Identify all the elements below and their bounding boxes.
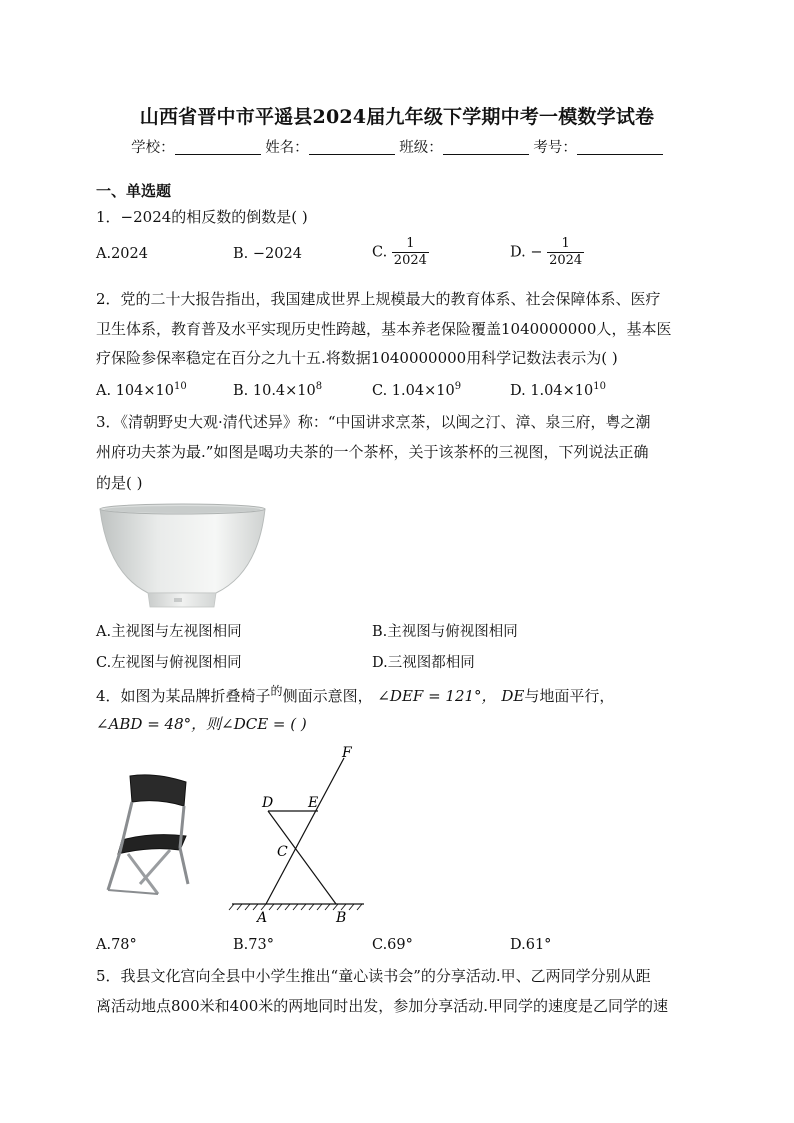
segment-af (266, 758, 344, 904)
q2-option-d (510, 381, 606, 399)
q3-option-d: D.三视图都相同 (372, 655, 475, 671)
q1-option-b: B. −2024 (233, 246, 302, 262)
label-c: C (277, 844, 288, 860)
q1-stem: 1．−2024的相反数的倒数是( ) (96, 208, 308, 226)
exam-no-label: 考号： (533, 140, 577, 156)
q2-option-a (96, 381, 187, 399)
q4-text: 与地面平行， (524, 687, 615, 705)
q4-line-2: ∠ABD = 48°，则∠DCE = ( ) (96, 715, 307, 733)
page-title: 山西省晋中市平遥县2024届九年级下学期中考一模数学试卷 (139, 106, 655, 128)
exam-no-blank[interactable] (577, 140, 663, 155)
section-heading-single-choice: 一、单选题 (96, 182, 172, 200)
label-e: E (308, 795, 319, 811)
name-label: 姓名： (265, 140, 309, 156)
label-f: F (342, 745, 352, 761)
option-text: A. 104×10 (96, 382, 174, 399)
q4-text: 侧面示意图， (282, 687, 373, 705)
q3-line-3: 的是( ) (96, 474, 143, 492)
school-label: 学校： (131, 140, 175, 156)
q1-option-c (372, 236, 429, 269)
class-blank[interactable] (443, 140, 529, 155)
q3-option-c: C.左视图与俯视图相同 (96, 655, 242, 671)
q3-option-b: B.主视图与俯视图相同 (372, 624, 518, 640)
fraction-numerator: 1 (392, 236, 429, 253)
folding-chair-image (100, 772, 196, 896)
q1-option-c-fraction (392, 236, 429, 269)
student-info-line (0, 136, 794, 157)
option-exponent: 9 (454, 381, 462, 392)
class-label: 班级： (399, 140, 443, 156)
q5-line-1: 5．我县文化宫向全县中小学生推出“童心读书会”的分享活动.甲、乙两同学分别从距 (96, 967, 651, 985)
fraction-denominator: 2024 (393, 253, 427, 268)
q4-option-b: B.73° (233, 937, 274, 953)
option-text: D. 1.04×10 (510, 382, 594, 399)
q4-option-c: C.69° (372, 937, 413, 953)
q1-option-a: A.2024 (96, 246, 148, 262)
q4-option-d: D.61° (510, 937, 552, 953)
option-exponent: 10 (593, 381, 606, 392)
option-text: B. 10.4×10 (233, 382, 316, 399)
q2-line-3: 疗保险参保率稳定在百分之九十五.将数据1040000000用科学记数法表示为( ) (96, 349, 618, 367)
option-exponent: 8 (315, 381, 323, 392)
q2-option-c (372, 381, 461, 399)
q3-line-1: 3．《清朝野史大观·清代述异》称：“中国讲求烹茶，以闽之汀、漳、泉三府，粤之潮 (96, 413, 651, 431)
q3-line-2: 州府功夫茶为最.”如图是喝功夫茶的一个茶杯，关于该茶杯的三视图，下列说法正确 (96, 443, 649, 461)
q5-line-2: 离活动地点800米和400米的两地同时出发，参加分享活动.甲同学的速度是乙同学的速 (96, 997, 669, 1015)
school-blank[interactable] (175, 140, 261, 155)
q4-segment-de: DE (501, 687, 525, 705)
label-d: D (262, 795, 274, 811)
q1-option-c-prefix: C. (372, 244, 388, 261)
q1-option-d-fraction (547, 236, 584, 269)
option-text: C. 1.04×10 (372, 382, 455, 399)
fraction-denominator: 2024 (549, 253, 583, 268)
q4-line-1 (96, 682, 701, 706)
q1-option-d (510, 236, 584, 269)
teacup-image (98, 503, 268, 609)
q4-text: 4．如图为某品牌折叠椅子 (96, 687, 271, 705)
label-a: A (257, 910, 268, 926)
q4-option-a: A.78° (96, 937, 137, 953)
q2-option-b (233, 381, 322, 399)
q2-line-1: 2．党的二十大报告指出，我国建成世界上规模最大的教育体系、社会保障体系、医疗 (96, 290, 661, 308)
label-b: B (336, 910, 347, 926)
q3-option-a: A.主视图与左视图相同 (96, 624, 242, 640)
name-blank[interactable] (309, 140, 395, 155)
q4-superscript-text: 的 (270, 684, 283, 698)
q4-angle-def: ∠DEF = 121°， (377, 687, 497, 705)
option-exponent: 10 (173, 381, 187, 392)
q1-option-d-prefix: D. − (510, 244, 543, 261)
geometry-diagram (226, 742, 372, 928)
q2-line-2: 卫生体系，教育普及水平实现历史性跨越，基本养老保险覆盖1040000000人，基本医 (96, 320, 672, 338)
fraction-numerator: 1 (547, 236, 584, 253)
